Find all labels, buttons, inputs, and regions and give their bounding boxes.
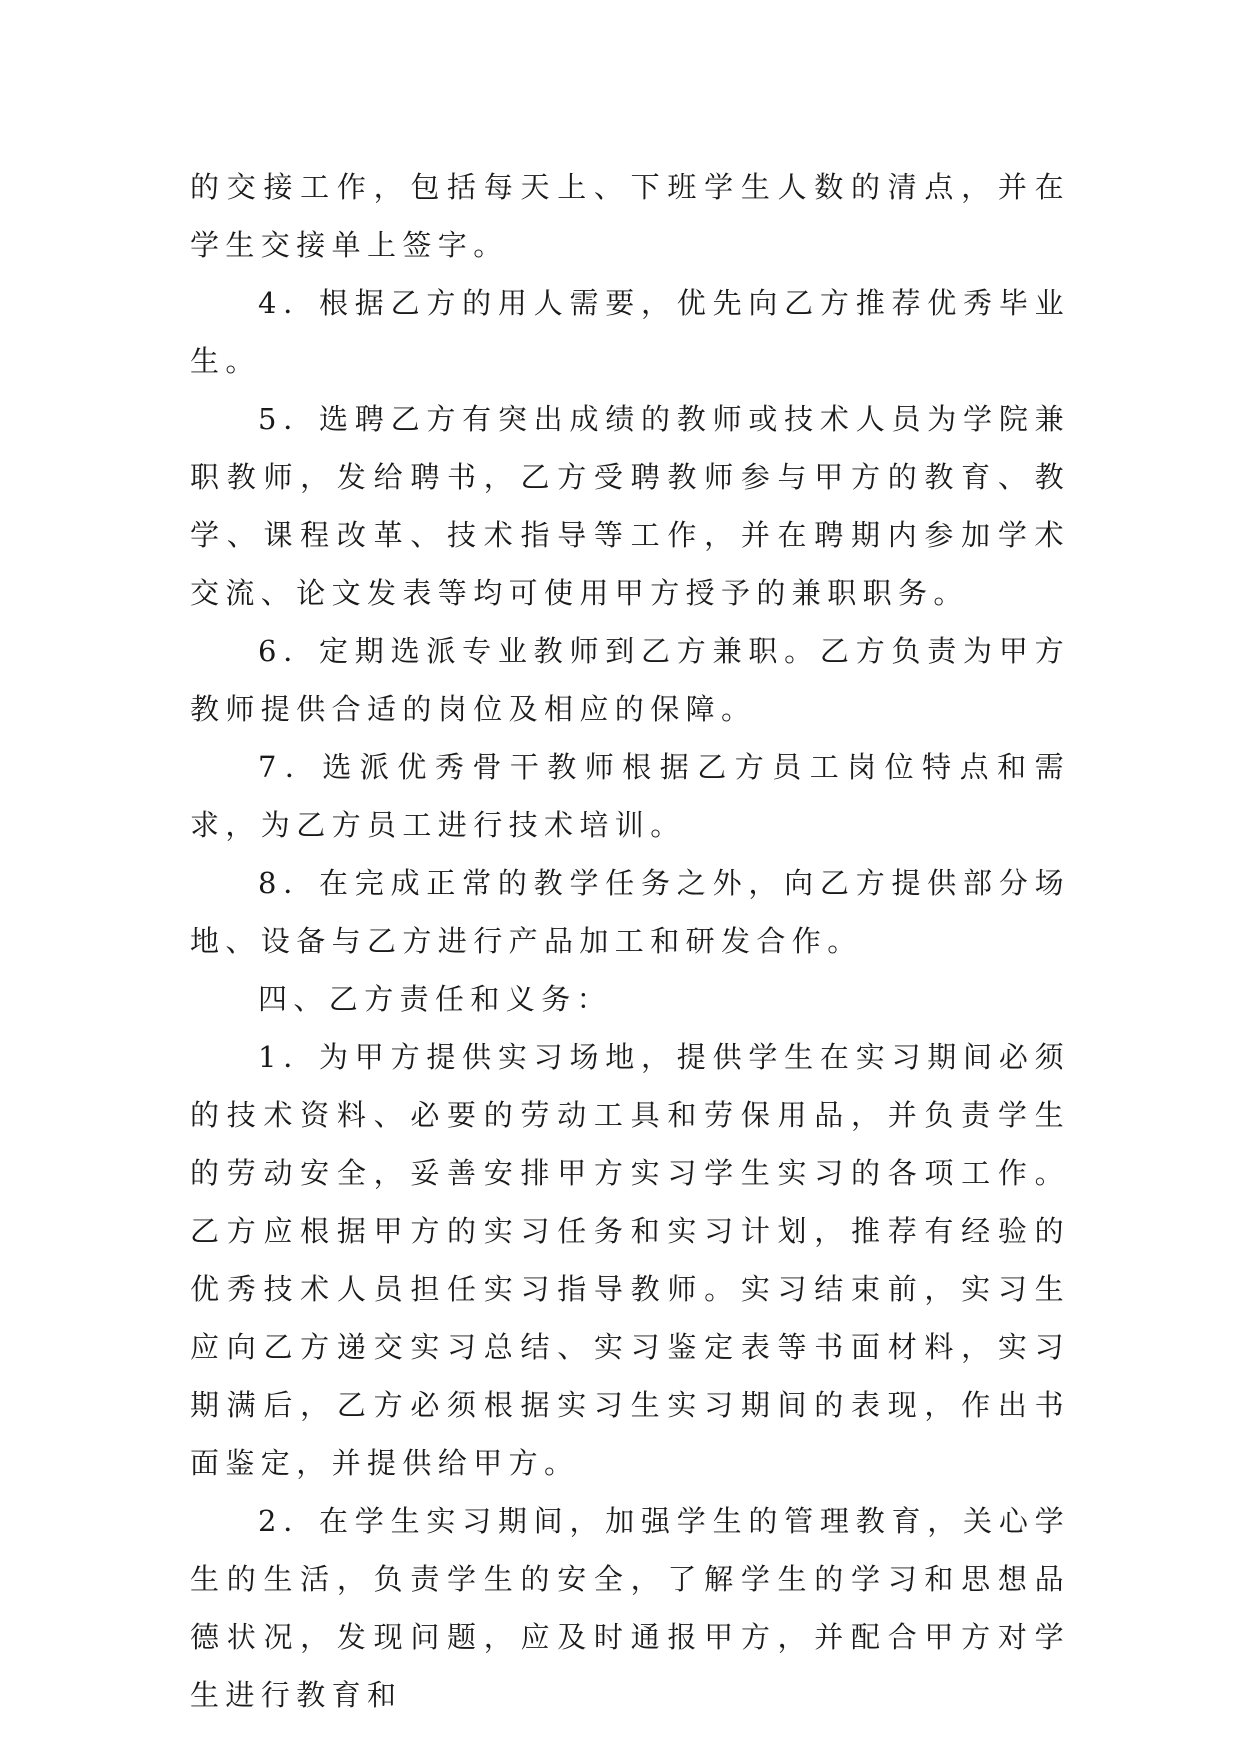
paragraph-item-5: 5．选聘乙方有突出成绩的教师或技术人员为学院兼职教师，发给聘书，乙方受聘教师参与甲方的教育、教学、课程改革、技术指导等工作，并在聘期内参加学术交流、论文发表等均可使用甲方授予的兼职职务。 (190, 402, 1070, 610)
paragraph-item-8: 8．在完成正常的教学任务之外，向乙方提供部分场地、设备与乙方进行产品加工和研发合作。 (190, 866, 1070, 958)
paragraph-b-item-2: 2．在学生实习期间，加强学生的管理教育，关心学生的生活，负责学生的安全，了解学生的学习和思想品德状况，发现问题，应及时通报甲方，并配合甲方对学生进行教育和 (190, 1504, 1070, 1712)
paragraph-item-6: 6．定期选派专业教师到乙方兼职。乙方负责为甲方教师提供合适的岗位及相应的保障。 (190, 634, 1070, 726)
paragraph-item-7: 7．选派优秀骨干教师根据乙方员工岗位特点和需求，为乙方员工进行技术培训。 (190, 750, 1070, 842)
paragraph-item-4: 4．根据乙方的用人需要，优先向乙方推荐优秀毕业生。 (190, 286, 1070, 378)
document-page (190, 158, 1070, 1724)
section-heading-party-b: 四、乙方责任和义务： (258, 982, 613, 1016)
paragraph-handover: 的交接工作，包括每天上、下班学生人数的清点，并在学生交接单上签字。 (190, 170, 1070, 262)
paragraph-b-item-1: 1．为甲方提供实习场地，提供学生在实习期间必须的技术资料、必要的劳动工具和劳保用品，并负责学生的劳动安全，妥善安排甲方实习学生实习的各项工作。乙方应根据甲方的实习任务和实习计划，推荐有经验的优秀技术人员担任实习指导教师。实习结束前，实习生应向乙方递交实习总结、实习鉴定表等书面材料，实习期满后，乙方必须根据实习生实习期间的表现，作出书面鉴定，并提供给甲方。 (190, 1040, 1070, 1480)
